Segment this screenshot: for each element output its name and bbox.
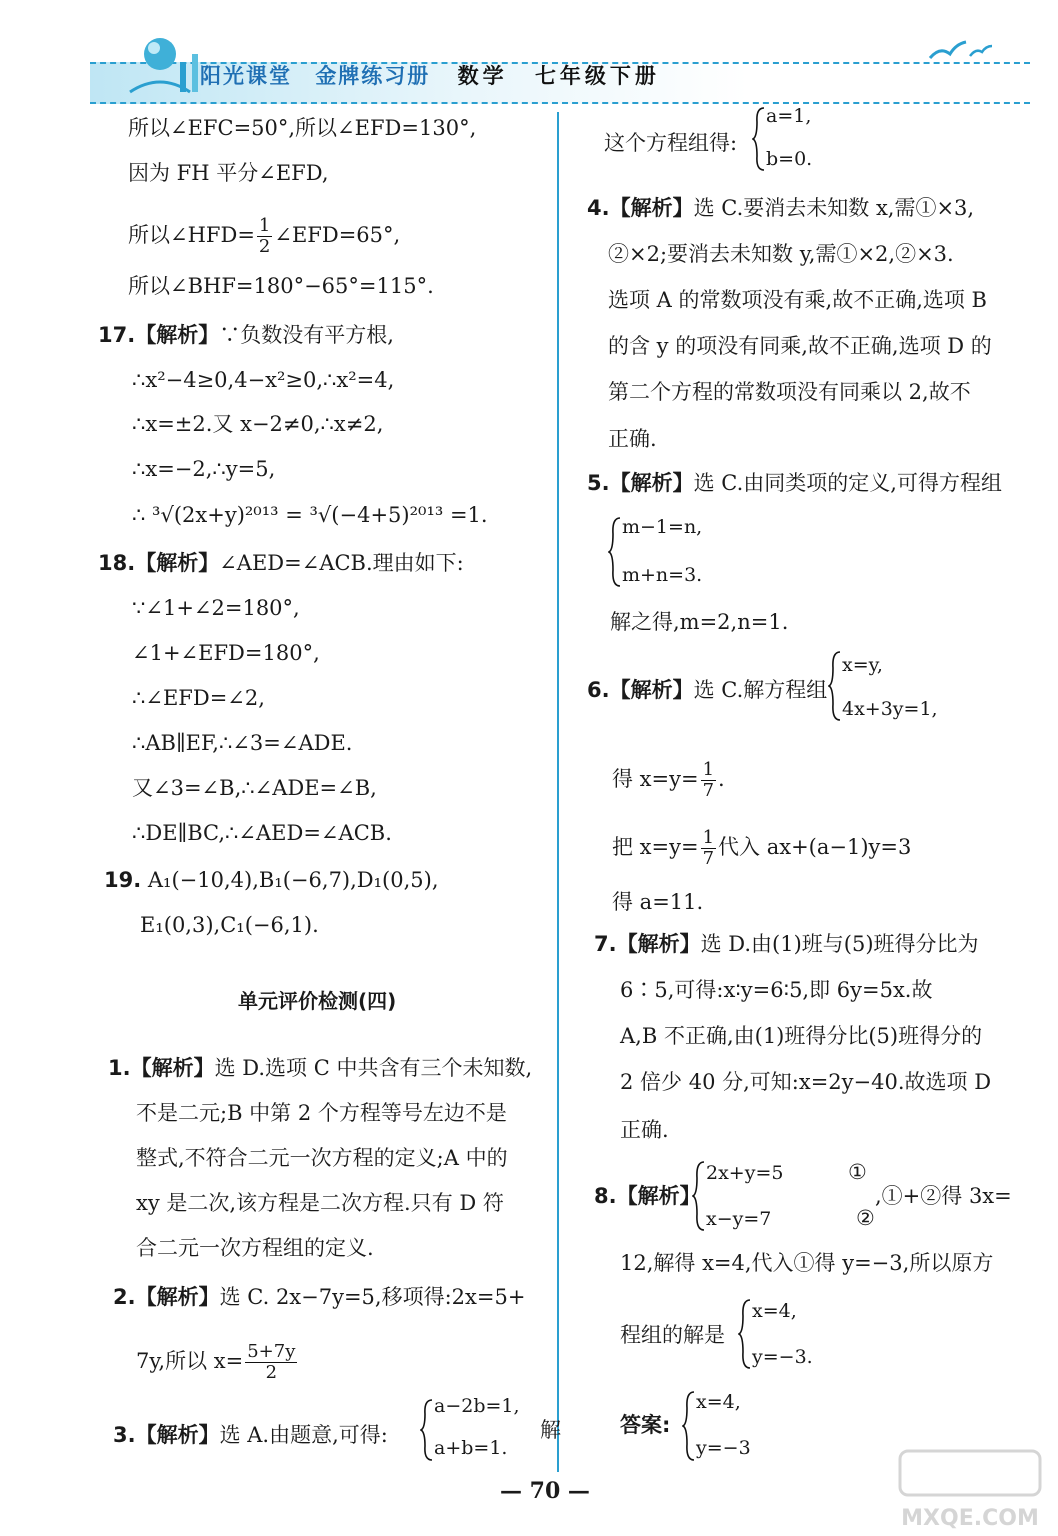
text-line: 12,解得 x=4,代入①得 y=−3,所以原方 <box>620 1251 994 1275</box>
fraction: $\frac{1}{2}$ <box>258 215 271 257</box>
column-divider <box>557 112 559 1472</box>
text-line: 合二元一次方程组的定义. <box>136 1236 374 1260</box>
text-line: E₁(0,3),C₁(−6,1). <box>140 913 319 937</box>
text-line: 这个方程组得: <box>604 131 738 155</box>
question-17: 17.【解析】∵负数没有平方根, <box>98 323 394 347</box>
section-title: 单元评价检测(四) <box>238 989 397 1013</box>
answer-4: 4.【解析】选 C.要消去未知数 x,需①×3, <box>587 196 975 220</box>
equation: 2x+y=5 <box>706 1162 784 1184</box>
equation: m−1=n, <box>622 516 703 538</box>
brace-icon <box>738 1298 752 1370</box>
watermark-logo <box>890 1445 1050 1535</box>
fraction: $\frac{5+7y}{2}$ <box>247 1341 296 1383</box>
text-line: 又∠3=∠B,∴∠ADE=∠B, <box>132 776 377 800</box>
answer-1: 1.【解析】选 D.选项 C 中共含有三个未知数, <box>108 1056 533 1080</box>
equation: b=0. <box>766 148 813 170</box>
brace-icon <box>420 1398 434 1462</box>
circle-1-label: ① <box>848 1160 867 1184</box>
text-line: 的含 y 的项没有同乘,故不正确,选项 D 的 <box>608 334 992 358</box>
birds-icon <box>920 36 1000 66</box>
text-line: 6∶5,可得:x∶y=6∶5,即 6y=5x.故 <box>620 978 933 1002</box>
text-line: 选项 A 的常数项没有乘,故不正确,选项 B <box>608 288 987 312</box>
text-line: 正确. <box>608 427 657 451</box>
answer-2: 2.【解析】选 C. 2x−7y=5,移项得:2x=5+ <box>113 1285 526 1309</box>
text-line: 解 <box>540 1418 561 1442</box>
text-line: 正确. <box>620 1118 669 1142</box>
header-series: 阳光课堂 <box>200 63 292 88</box>
equation: y=−3 <box>696 1437 751 1459</box>
text-line: ∴DE∥BC,∴∠AED=∠ACB. <box>132 821 392 845</box>
question-18: 18.【解析】∠AED=∠ACB.理由如下: <box>98 551 464 575</box>
brace-icon <box>608 516 622 588</box>
text-line: ∴x=−2,∴y=5, <box>132 457 276 481</box>
header-grade: 七年级下册 <box>534 63 660 88</box>
brace-icon <box>752 106 766 172</box>
text-line: 所以∠BHF=180°−65°=115°. <box>128 274 434 298</box>
brace-icon <box>692 1160 706 1232</box>
header-subject: 数学 <box>457 63 508 88</box>
fraction: $\frac{1}{7}$ <box>702 827 715 869</box>
watermark-text: MXQE.COM <box>901 1506 1039 1531</box>
text-line: ∴x²−4≥0,4−x²≥0,∴x²=4, <box>132 368 395 392</box>
equation: y=−3. <box>752 1346 813 1368</box>
equation: a+b=1. <box>434 1437 508 1459</box>
equation: a=1, <box>766 105 812 127</box>
text-line: ,①+②得 3x= <box>875 1184 1012 1208</box>
equation: 4x+3y=1, <box>842 698 938 720</box>
header-title <box>200 60 660 90</box>
answer-7: 7.【解析】选 D.由(1)班与(5)班得分比为 <box>594 932 979 956</box>
text-line: 整式,不符合二元一次方程的定义;A 中的 <box>136 1146 508 1170</box>
answer-8: 8.【解析】 <box>594 1184 701 1208</box>
equation: x=4, <box>696 1391 741 1413</box>
answer-6: 6.【解析】选 C.解方程组 <box>587 678 828 702</box>
text-line: 解之得,m=2,n=1. <box>610 610 789 634</box>
text-line: 7y,所以 x= $\frac{5+7y}{2}$ <box>136 1341 296 1383</box>
page-number: — 70 — <box>500 1478 590 1504</box>
text-line: 所以∠EFC=50°,所以∠EFD=130°, <box>128 116 477 140</box>
text-line: ∴AB∥EF,∴∠3=∠ADE. <box>132 731 353 755</box>
text-line: 得 x=y= $\frac{1}{7}$ . <box>612 759 725 801</box>
brace-icon <box>828 650 842 722</box>
text-line: ∴x=±2.又 x−2≠0,∴x≠2, <box>132 412 384 436</box>
text-line: ∠1+∠EFD=180°, <box>132 641 320 665</box>
answer-3: 3.【解析】选 A.由题意,可得: <box>113 1423 388 1447</box>
equation: m+n=3. <box>622 564 703 586</box>
text-line: xy 是二次,该方程是二次方程.只有 D 符 <box>136 1191 504 1215</box>
text-line: 程组的解是 <box>620 1323 725 1347</box>
answer-label: 答案: <box>620 1413 671 1437</box>
text-line: 得 a=11. <box>612 890 704 914</box>
header-book: 金牌练习册 <box>315 63 431 88</box>
equation: a−2b=1, <box>434 1395 520 1417</box>
page-header <box>80 32 1030 104</box>
text-line: A,B 不正确,由(1)班得分比(5)班得分的 <box>620 1024 983 1048</box>
answer-5: 5.【解析】选 C.由同类项的定义,可得方程组 <box>587 471 1002 495</box>
text-line: 不是二元;B 中第 2 个方程等号左边不是 <box>136 1101 507 1125</box>
fraction: $\frac{1}{7}$ <box>702 759 715 801</box>
equation: x=y, <box>842 654 883 676</box>
text-line: ∵∠1+∠2=180°, <box>132 596 300 620</box>
text-line: 所以∠HFD= $\frac{1}{2}$ ∠EFD=65°, <box>128 215 401 257</box>
equation: x=4, <box>752 1300 797 1322</box>
brace-icon <box>682 1390 696 1462</box>
text-line: 因为 FH 平分∠EFD, <box>128 161 329 185</box>
text-line: ∴ ³√(2x+y)²⁰¹³ = ³√(−4+5)²⁰¹³ =1. <box>132 503 488 527</box>
question-19: 19. A₁(−10,4),B₁(−6,7),D₁(0,5), <box>104 868 439 892</box>
circle-2-label: ② <box>856 1206 875 1230</box>
text-line: ②×2;要消去未知数 y,需①×2,②×3. <box>608 242 954 266</box>
equation: x−y=7 <box>706 1208 772 1230</box>
text-line: 把 x=y= $\frac{1}{7}$ 代入 ax+(a−1)y=3 <box>612 827 912 869</box>
text-line: ∴∠EFD=∠2, <box>132 686 265 710</box>
text-line: 2 倍少 40 分,可知:x=2y−40.故选项 D <box>620 1070 992 1094</box>
text-line: 第二个方程的常数项没有同乘以 2,故不 <box>608 380 971 404</box>
